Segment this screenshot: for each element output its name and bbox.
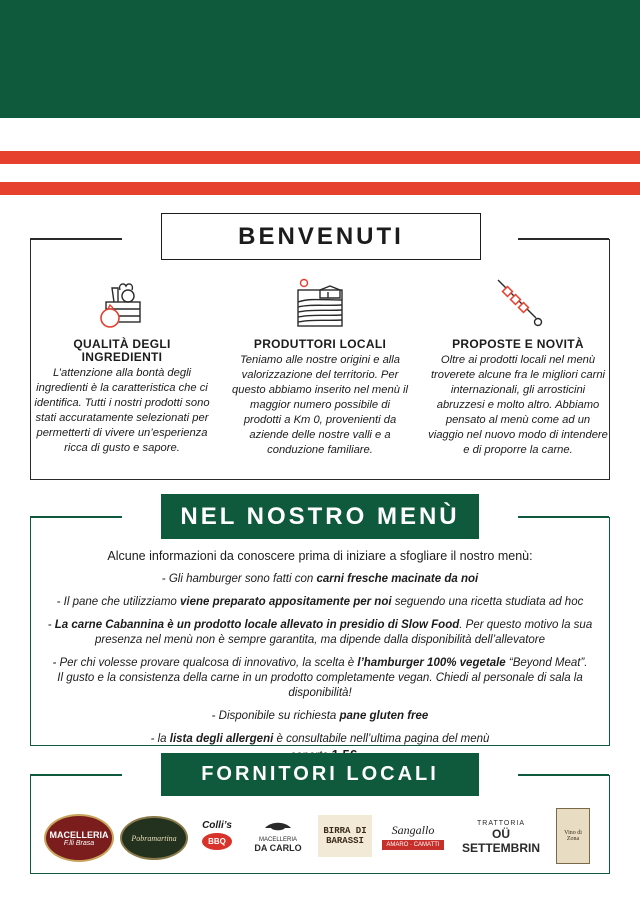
- logo-text: Vino di: [564, 830, 582, 836]
- logo-macelleria-brasa: [44, 814, 114, 862]
- vegetable-crate-icon: [92, 276, 152, 332]
- logo-text: DA CARLO: [254, 843, 302, 853]
- quality-column: [32, 276, 212, 456]
- skewer-icon: [488, 276, 548, 332]
- menu-frame-top-right: [518, 516, 609, 518]
- line-text: - Per chi volesse provare qualcosa di innovativo, la scelta è: [52, 657, 358, 669]
- menu-line-cabannina: [36, 618, 604, 648]
- line-highlight: l’hamburger 100% vegetale: [357, 657, 506, 669]
- line-text: . Per questo motivo la sua presenza nel menù non è sempre garantita, ma dipende dalla disponibilità dell’allevatore: [94, 619, 593, 646]
- logo-text: Colli’s: [202, 820, 232, 831]
- suppliers-frame-top-left: [30, 774, 122, 776]
- logo-colli-bbq: [196, 812, 238, 858]
- red-stripe-top: [0, 151, 640, 164]
- logo-text: MACELLERIA: [258, 837, 297, 843]
- line-text: Il gusto e la consistenza della carne in un prodotto completamente vegan. Chiedi al personale di sala la disponibilità!: [57, 672, 583, 699]
- logo-wine-label: [556, 808, 590, 864]
- suppliers-title: FORNITORI LOCALI: [161, 753, 479, 796]
- logo-text: Zona: [566, 836, 580, 842]
- knife-icon: [263, 819, 293, 837]
- producers-title: PRODUTTORI LOCALI: [253, 337, 387, 351]
- quality-title: QUALITÀ DEGLI INGREDIENTI: [73, 337, 171, 364]
- producers-text: Teniamo alle nostre origini e alla valorizzazione del territorio. Per questo abbiamo inserito nel menù il maggior numero possibile di prodotti a Km 0, provenienti da aziende delle nostre valli e a conduzione familiare.: [232, 354, 408, 456]
- line-text: è consultabile nell’ultima pagina del menù: [273, 733, 490, 745]
- logo-text: OÜ SETTEMBRIN: [462, 826, 540, 855]
- logo-text: AMARO · CAMATTI: [382, 840, 443, 850]
- menu-intro: Alcune informazioni da conoscere prima di iniziare a sfogliare il nostro menù:: [107, 549, 533, 563]
- farm-field-icon: [290, 276, 350, 332]
- logo-text: Pobramartina: [131, 833, 177, 843]
- welcome-title: BENVENUTI: [161, 213, 481, 260]
- line-text: seguendo una ricetta studiata ad hoc: [391, 596, 584, 608]
- line-text: - Gli hamburger sono fatti con: [161, 573, 317, 585]
- menu-line-hamburger: [36, 572, 604, 587]
- logo-sangallo: [380, 816, 446, 856]
- logo-trattoria-settembrin: [452, 819, 550, 855]
- logo-text: TRATTORIA: [476, 819, 526, 827]
- line-text: - Il pane che utilizziamo: [56, 596, 181, 608]
- local-producers-column: [230, 276, 410, 458]
- logo-text: BARASSI: [326, 836, 364, 846]
- line-text: - Disponibile su richiesta: [211, 710, 340, 722]
- line-highlight: lista degli allergeni: [169, 733, 274, 745]
- quality-text: L’attenzione alla bontà degli ingredienti è la caratteristica che ci identifica. Tutti i nostri prodotti sono stati accuratamente selezionati per permetterti di vivere un’esperienza ricca di gusto e sapore.: [34, 367, 210, 454]
- logo-text: Sangallo: [391, 822, 435, 837]
- menu-info: [36, 549, 604, 772]
- logo-text: F.lli Brasa: [63, 839, 95, 847]
- logo-text: BBQ: [202, 833, 232, 850]
- logo-text: BIRRA DI: [323, 826, 367, 836]
- welcome-frame-top-left: [30, 238, 122, 240]
- red-stripe-bottom: [0, 182, 640, 195]
- line-highlight: viene preparato appositamente per noi: [180, 596, 392, 608]
- line-text: - la: [150, 733, 170, 745]
- welcome-frame-top-right: [518, 238, 609, 240]
- logo-birra-barassi: [318, 815, 372, 857]
- line-highlight: La carne Cabannina è un prodotto locale allevato in presidio di Slow Food: [54, 619, 460, 631]
- news-text: Oltre ai prodotti locali nel menù troverete alcune fra le migliori carni internazionali, gli arrosticini abruzzesi e molto altro. Abbiamo pensato al menù come ad un viaggio nel nuovo modo di intendere e di proporre la carne.: [428, 354, 608, 456]
- menu-title: NEL NOSTRO MENÙ: [161, 494, 479, 539]
- menu-line-gluten-free: [36, 709, 604, 724]
- logo-text: MACELLERIA: [49, 829, 109, 840]
- suppliers-frame-top-right: [518, 774, 609, 776]
- line-text: -: [47, 619, 55, 631]
- line-text: “Beyond Meat”.: [505, 657, 588, 669]
- menu-line-allergens: [36, 732, 604, 747]
- line-highlight: carni fresche macinate da noi: [316, 573, 479, 585]
- logo-macelleria-da-carlo: [250, 810, 306, 862]
- logo-pobramartina: [120, 816, 188, 860]
- menu-line-vegan: [36, 656, 604, 701]
- menu-line-bread: [36, 595, 604, 610]
- line-highlight: pane gluten free: [339, 710, 429, 722]
- header-green-band: [0, 0, 640, 118]
- news-title: PROPOSTE E NOVITÀ: [452, 337, 584, 351]
- news-column: [428, 276, 608, 458]
- menu-frame-top-left: [30, 516, 122, 518]
